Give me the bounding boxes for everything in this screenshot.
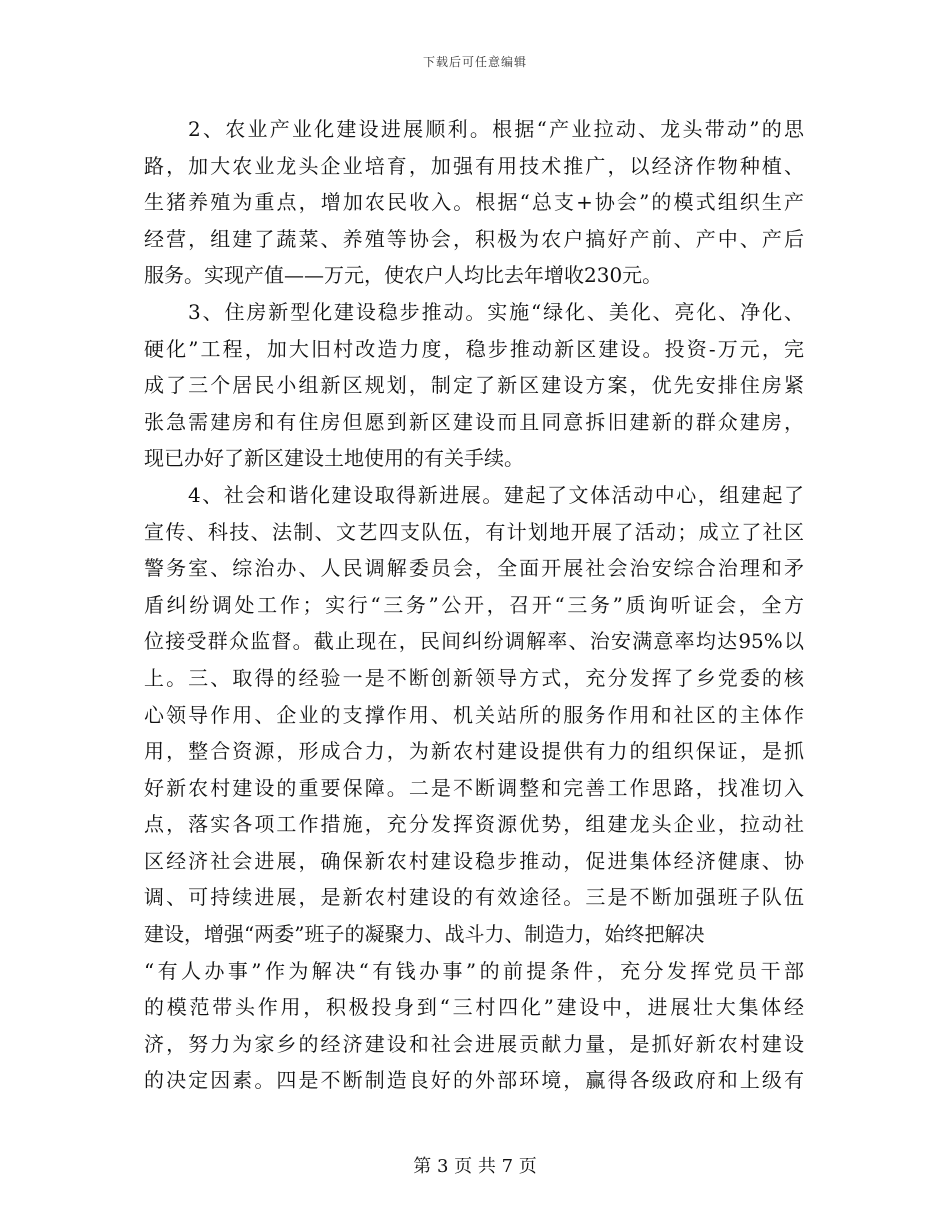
text-line: 的决定因素。四是不断制造良好的外部环境，赢得各级政府和上级有 (144, 1068, 804, 1093)
text-line: 经营，组建了蔬菜、养殖等协会，积极为农户搞好产前、产中、产后 (144, 226, 804, 251)
text-line: 用，整合资源，形成合力，为新农村建设提供有力的组织保证，是抓 (144, 739, 804, 764)
text-line: 的模范带头作用，积极投身到“三村四化”建设中，进展壮大集体经 (144, 995, 804, 1020)
text-line: 服务。实现产值——万元，使农户人均比去年增收230元。 (144, 263, 663, 288)
text-line: 调、可持续进展，是新农村建设的有效途径。三是不断加强班子队伍 (144, 885, 804, 910)
text-line: 2、农业产业化建设进展顺利。根据“产业拉动、龙头带动”的思 (188, 117, 804, 141)
text-line: 区经济社会进展，确保新农村建设稳步推动，促进集体经济健康、协 (144, 848, 804, 873)
text-line: 生猪养殖为重点，增加农民收入。根据“总支+协会”的模式组织生产 (144, 190, 804, 215)
text-line: 点，落实各项工作措施，充分发挥资源优势，组建龙头企业，拉动社 (144, 812, 804, 837)
text-line: 位接受群众监督。截止现在，民间纠纷调解率、治安满意率均达95%以 (144, 629, 804, 654)
text-line: 建设，增强“两委”班子的凝聚力、战斗力、制造力，始终把解决 (144, 922, 705, 947)
text-line: 现已办好了新区建设土地使用的有关手续。 (144, 446, 524, 471)
text-line: 心领导作用、企业的支撑作用、机关站所的服务作用和社区的主体作 (144, 702, 804, 727)
page-header: 下载后可任意编辑 (422, 55, 527, 69)
text-line: 张急需建房和有住房但愿到新区建设而且同意拆旧建新的群众建房， (144, 409, 804, 434)
text-line: “有人办事”作为解决“有钱办事”的前提条件，充分发挥党员干部 (144, 958, 804, 983)
text-line: 济，努力为家乡的经济建设和社会进展贡献力量，是抓好新农村建设 (144, 1031, 804, 1056)
text-line: 上。三、取得的经验一是不断创新领导方式，充分发挥了乡党委的核 (144, 665, 804, 690)
text-line: 4、社会和谐化建设取得新进展。建起了文体活动中心，组建起了 (188, 482, 804, 507)
text-line: 路，加大农业龙头企业培育，加强有用技术推广，以经济作物种植、 (144, 153, 804, 178)
page-footer: 第 3 页 共 7 页 (413, 1156, 537, 1177)
text-line: 盾纠纷调处工作；实行“三务”公开，召开“三务”质询听证会，全方 (144, 592, 804, 617)
text-line: 宣传、科技、法制、文艺四支队伍，有计划地开展了活动；成立了社区 (144, 519, 804, 544)
body-text (144, 111, 804, 1099)
text-line: 3、住房新型化建设稳步推动。实施“绿化、美化、亮化、净化、 (188, 299, 804, 324)
text-line: 警务室、综治办、人民调解委员会，全面开展社会治安综合治理和矛 (144, 556, 804, 581)
text-line: 好新农村建设的重要保障。二是不断调整和完善工作思路，找准切入 (144, 775, 804, 800)
text-line: 成了三个居民小组新区规划，制定了新区建设方案，优先安排住房紧 (144, 373, 804, 398)
text-line: 硬化”工程，加大旧村改造力度，稳步推动新区建设。投资-万元，完 (144, 336, 804, 361)
